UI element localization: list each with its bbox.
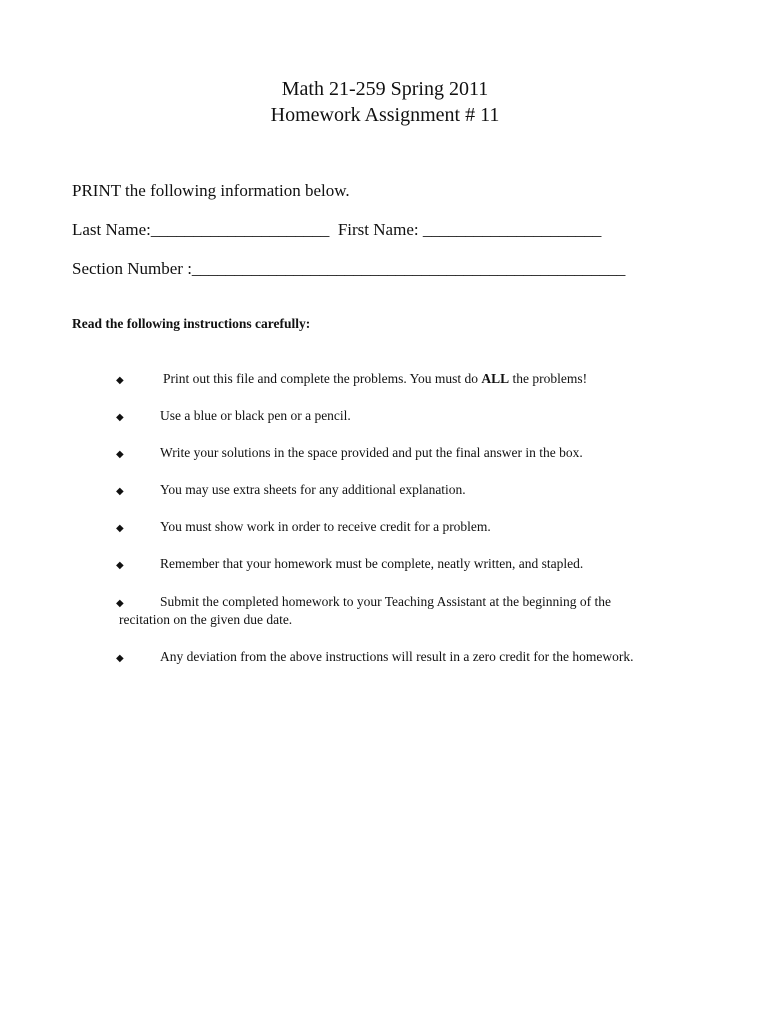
first-name-blank[interactable]: _____________________: [422, 220, 602, 239]
diamond-bullet-icon: ◆: [116, 653, 124, 664]
instruction-item-8: Any deviation from the above instructions will result in a zero credit for the homework.: [160, 649, 634, 664]
instruction-item-1-emphasis: ALL: [481, 371, 510, 386]
diamond-bullet-icon: ◆: [116, 598, 124, 609]
instruction-item-5: You must show work in order to receive credit for a problem.: [160, 519, 491, 534]
last-name-label: Last Name:: [72, 220, 151, 239]
print-instruction: PRINT the following information below.: [72, 181, 350, 200]
instructions-heading: Read the following instructions carefully:: [72, 316, 311, 331]
instruction-item-1-tail: the problems!: [509, 371, 588, 386]
diamond-bullet-icon: ◆: [116, 523, 124, 534]
name-fields-row: [72, 220, 601, 240]
instruction-item-1-text: Print out this file and complete the problems. You must do: [163, 371, 482, 386]
diamond-bullet-icon: ◆: [116, 560, 124, 571]
section-number-label: Section Number :: [72, 259, 192, 278]
diamond-bullet-icon: ◆: [116, 449, 124, 460]
course-title: Math 21-259 Spring 2011: [281, 78, 489, 100]
instruction-item-4: You may use extra sheets for any additional explanation.: [160, 482, 466, 497]
diamond-bullet-icon: ◆: [116, 375, 124, 386]
diamond-bullet-icon: ◆: [116, 412, 124, 423]
last-name-blank[interactable]: _____________________: [150, 220, 330, 239]
instruction-item-3: Write your solutions in the space provided and put the final answer in the box.: [160, 445, 583, 460]
instruction-item-7-line-1: Submit the completed homework to your Teaching Assistant at the beginning of the: [160, 594, 611, 609]
document-title: [0, 76, 770, 128]
section-number-row: [72, 259, 625, 279]
assignment-title: Homework Assignment # 11: [270, 104, 500, 126]
diamond-bullet-icon: ◆: [116, 486, 124, 497]
first-name-label: First Name:: [337, 220, 423, 239]
section-number-blank[interactable]: ___________________________________________________: [191, 259, 626, 278]
instruction-item-7-line-2: recitation on the given due date.: [119, 612, 293, 627]
instruction-item-6: Remember that your homework must be complete, neatly written, and stapled.: [160, 556, 584, 571]
instruction-item-1: [163, 370, 587, 388]
instruction-item-2: Use a blue or black pen or a pencil.: [160, 408, 351, 423]
